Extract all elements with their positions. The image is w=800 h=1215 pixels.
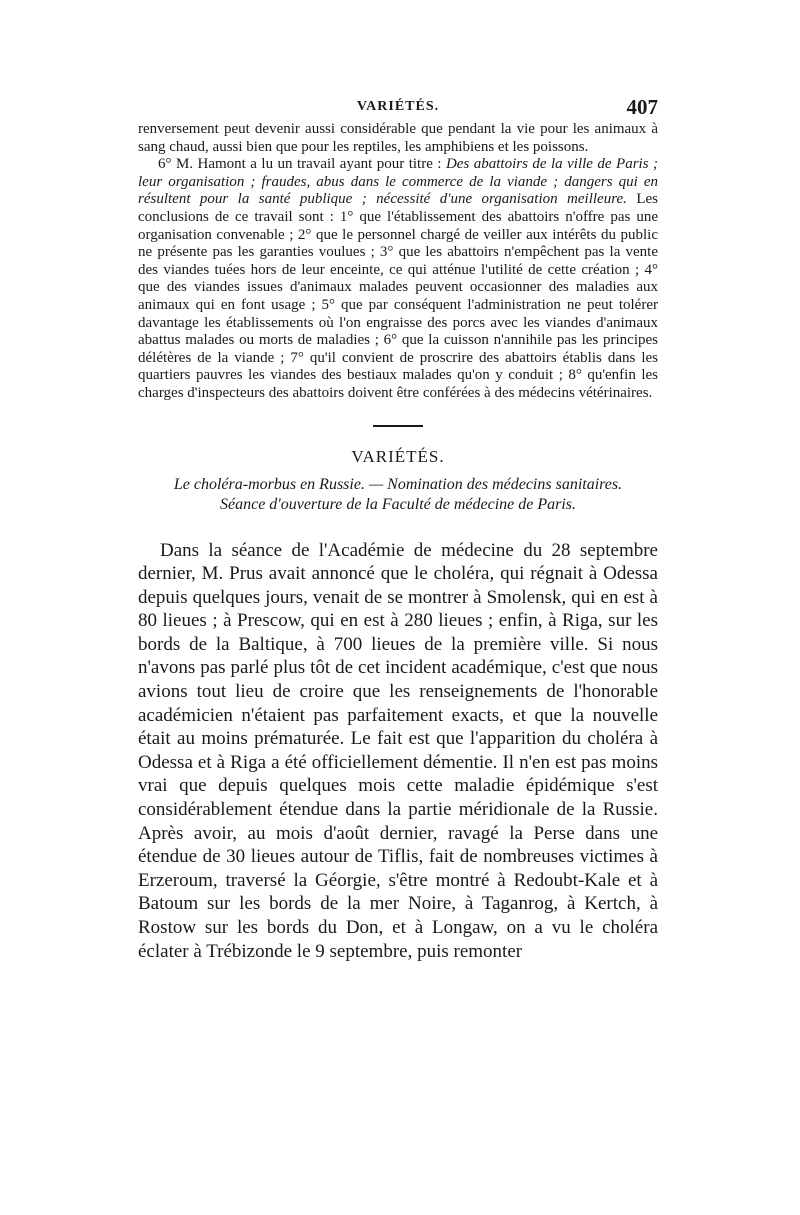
section-title: VARIÉTÉS. [351,446,445,466]
page-header [138,95,658,121]
book-page [138,95,658,982]
section-subtitle [138,475,658,515]
work-title: Des abattoirs de la ville de Paris ; leur organisation ; fraudes, abus dans le commerce de la viande ; dangers qui en résultent pour la santé publique ; nécessité d'une organisation meilleure. [138,156,658,208]
section-body-paragraph: Dans la séance de l'Académie de médecine du 28 septembre dernier, M. Prus avait annoncé que le choléra, qui régnait à Odessa depuis quelques jours, venait de se montrer à Smolensk, qui en est à 80 lieues ; à Prescow, qui en est à 280 lieues ; enfin, à Riga, sur les bords de la Baltique, à 700 lieues de la première ville. Si nous n'avons pas parlé plus tôt de cet incident académique, c'est que nous avions tout lieu de croire que les renseignements de l'honorable académicien n'étaient pas parfaitement exacts, et que la nouvelle était au moins prématurée. Le fait est que l'apparition du choléra à Odessa et à Riga a été officiellement démentie. Il n'en est pas moins vrai que depuis quelques mois cette maladie épidémique s'est considérablement étendue dans la partie méridionale de la Russie. Après avoir, au mois d'août dernier, ravagé la Perse dans une étendue de 30 lieues autour de Tiflis, fait de nombreuses victimes à Erzeroum, traversé la Géorgie, s'être montré à Redoubt-Kale et à Batoum sur les bords de la mer Noire, à Taganrog, à Kertch, à Rostow sur les bords du Don, et à Longaw, on a vu le choléra éclater à Trébizonde le 9 septembre, puis remonter [138,539,658,962]
paragraph-hamont-conclusions: Les conclusions de ce travail sont : 1° que l'établissement des abattoirs n'offre pas une organisation convenable ; 2° que le personnel chargé de veiller aux intérêts du public ne présente pas les garanties voulues ; 3° que les abattoirs n'empêchent pas la vente des viandes tuées hors de leur enceinte, ce qui atténue l'utilité de cette création ; 4° que des viandes issues d'animaux malades peuvent occasionner des maladies aux animaux qui en font usage ; 5° que par conséquent l'administration ne peut tolérer davantage les établissements où l'on engraisse des porcs avec les viandes d'animaux abattus malades ou morts de maladies ; 6° que la cuisson n'annihile pas les principes délétères de la viande ; 7° qu'il convient de proscrire des abattoirs établis dans les quartiers pauvres les viandes des bestiaux malades qu'on y conduit ; 8° qu'enfin les charges d'inspecteurs des abattoirs doivent être conférées à des médecins vétérinaires. [138,191,658,401]
paragraph-hamont-intro: 6° M. Hamont a lu un travail ayant pour titre : [158,156,446,173]
subtitle-line-1: Le choléra-morbus en Russie. — Nomination des médecins sanitaires. [173,475,623,493]
paragraph-hamont [138,156,658,402]
subtitle-line-2: Séance d'ouverture de la Faculté de médecine de Paris. [219,495,577,513]
section-divider [373,425,423,427]
paragraph-continuation: renversement peut devenir aussi considérable que pendant la vie pour les animaux à sang chaud, aussi bien que pour les reptiles, les amphibiens et les poissons. [138,121,658,155]
running-head: VARIÉTÉS. [356,99,440,114]
page-number: 407 [626,95,658,119]
